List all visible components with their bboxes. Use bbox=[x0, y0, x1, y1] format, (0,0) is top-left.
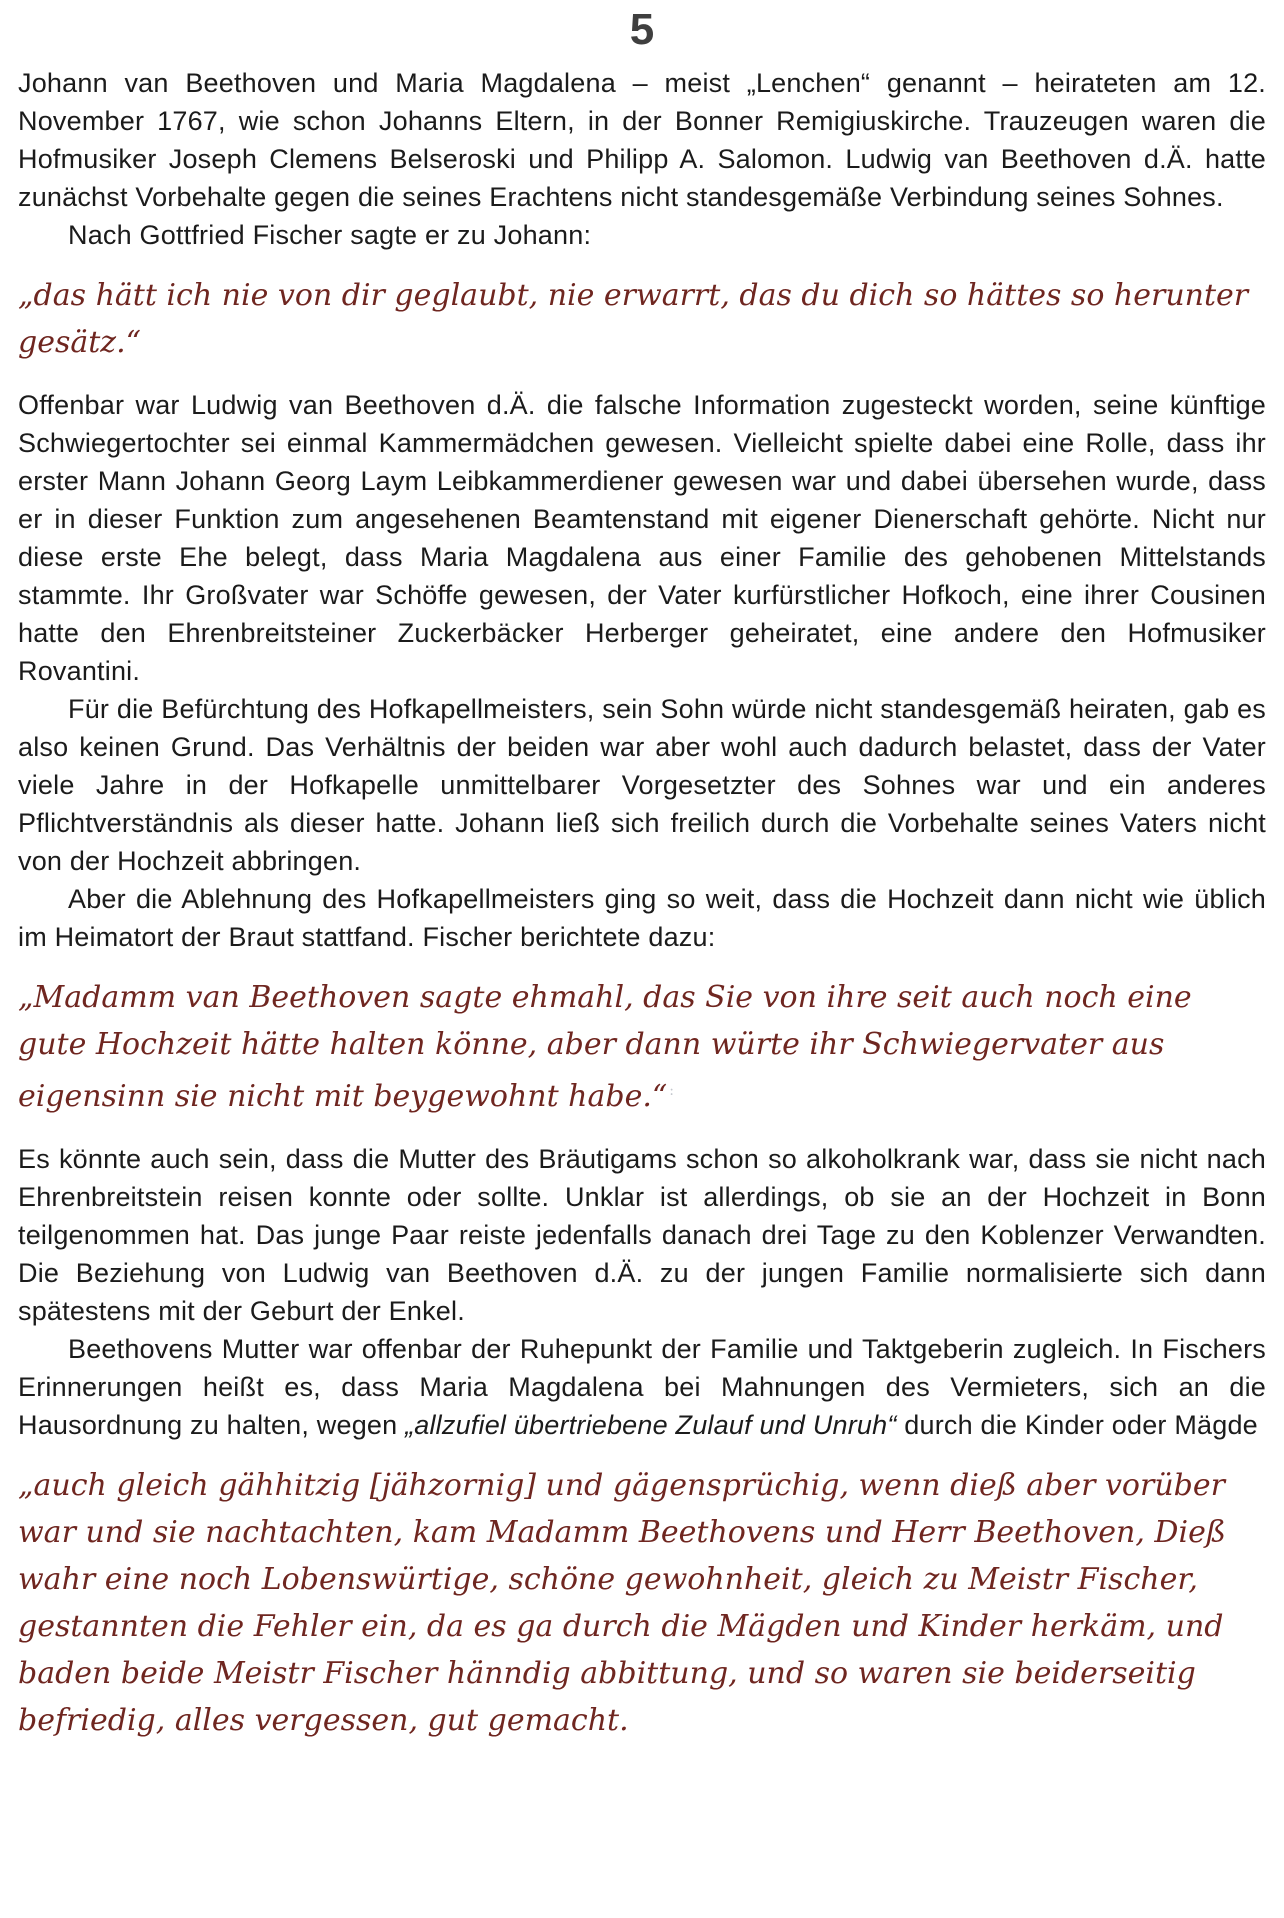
text-run: „Madamm van Beethoven sagte ehmahl, das Sie von ihre seit auch noch eine gute Hochzeit hätte halten könne, aber dann würte ihr Schwiegervater aus eigensinn sie nicht mit beygewohnt habe.“ bbox=[18, 980, 1192, 1114]
text-run: „das hätt ich nie von dir geglaubt, nie erwarrt, das du dich so hättes so herunter gesätz.“ bbox=[18, 278, 1249, 360]
body-paragraph bbox=[18, 64, 1266, 216]
text-run: Johann van Beethoven und Maria Magdalena – meist „Lenchen“ genannt – heirateten am 12. November 1767, wie schon Johanns Eltern, in der Bonner Remigiuskirche. Trauzeugen waren die Hofmusiker Joseph Clemens Belseroski und Philipp A. Salomon. Ludwig van Beethoven d.Ä. hatte zunächst Vorbehalte gegen die seines Erachtens nicht standesgemäße Verbindung seines Sohnes. bbox=[18, 68, 1266, 212]
body-paragraph bbox=[18, 216, 1266, 254]
body-paragraph bbox=[18, 690, 1266, 880]
body-paragraph bbox=[18, 1330, 1266, 1444]
footnote-mark: : bbox=[669, 1083, 674, 1099]
body-paragraph bbox=[18, 880, 1266, 956]
text-run: „auch gleich gähhitzig [jähzornig] und gägensprüchig, wenn dieß aber vorüber war und sie nachtachten, kam Madamm Beethovens und Herr Beethoven, Dieß wahr eine noch Lobenswürtige, schöne gewohnheit, gleich zu Meistr Fischer, gestannten die Fehler ein, da es ga durch die Mägden und Kinder herkäm, und baden beide Meistr Fischer hänndig abbittung, und so waren sie beiderseitig befriedig, alles vergessen, gut gemacht. bbox=[18, 1468, 1226, 1738]
text-run: durch die Kinder oder Mägde bbox=[896, 1410, 1258, 1440]
body-paragraph bbox=[18, 1140, 1266, 1330]
page-number: 5 bbox=[629, 5, 655, 54]
text-run: Nach Gottfried Fischer sagte er zu Johann: bbox=[68, 220, 592, 250]
text-run: Es könnte auch sein, dass die Mutter des Bräutigams schon so alkoholkrank war, dass sie nicht nach Ehrenbreitstein reisen konnte oder sollte. Unklar ist allerdings, ob sie an der Hochzeit in Bonn teilgenommen hat. Das junge Paar reiste jedenfalls danach drei Tage zu den Koblenzer Verwandten. Die Beziehung von Ludwig van Beethoven d.Ä. zu der jungen Familie normalisierte sich dann spätestens mit der Geburt der Enkel. bbox=[18, 1144, 1266, 1326]
quote-block bbox=[18, 272, 1266, 366]
text-run: Offenbar war Ludwig van Beethoven d.Ä. die falsche Information zugesteckt worden, seine künftige Schwiegertochter sei einmal Kammermädchen gewesen. Vielleicht spielte dabei eine Rolle, dass ihr erster Mann Johann Georg Laym Leibkammerdiener gewesen war und dabei übersehen wurde, dass er in dieser Funktion zum angesehenen Beamtenstand mit eigener Dienerschaft gehörte. Nicht nur diese erste Ehe belegt, dass Maria Magdalena aus einer Familie des gehobenen Mittelstands stammte. Ihr Großvater war Schöffe gewesen, der Vater kurfürstlicher Hofkoch, eine ihrer Cousinen hatte den Ehrenbreitsteiner Zuckerbäcker Herberger geheiratet, eine andere den Hofmusiker Rovantini. bbox=[18, 390, 1266, 686]
emphasized-text: „allzufiel übertriebene Zulauf und Unruh“ bbox=[405, 1410, 897, 1440]
text-run: Aber die Ablehnung des Hofkapellmeisters ging so weit, dass die Hochzeit dann nicht wie üblich im Heimatort der Braut stattfand. Fischer berichtete dazu: bbox=[18, 884, 1266, 952]
text-run: Beethovens Mutter war offenbar der Ruhepunkt der Familie und Taktgeberin zugleich. In Fischers Erinnerungen heißt es, dass Maria Magdalena bei Mahnungen des Vermieters, sich an die Hausordnung zu halten, wegen bbox=[18, 1334, 1266, 1440]
body-paragraph bbox=[18, 386, 1266, 690]
text-run: Für die Befürchtung des Hofkapellmeisters, sein Sohn würde nicht standesgemäß heiraten, gab es also keinen Grund. Das Verhältnis der beiden war aber wohl auch dadurch belastet, dass der Vater viele Jahre in der Hofkapelle unmittelbarer Vorgesetzter des Sohnes war und ein anderes Pflichtverständnis als dieser hatte. Johann ließ sich freilich durch die Vorbehalte seines Vaters nicht von der Hochzeit abbringen. bbox=[18, 694, 1266, 876]
quote-block bbox=[18, 1462, 1266, 1744]
quote-block bbox=[18, 974, 1266, 1120]
page-content bbox=[18, 64, 1266, 1744]
